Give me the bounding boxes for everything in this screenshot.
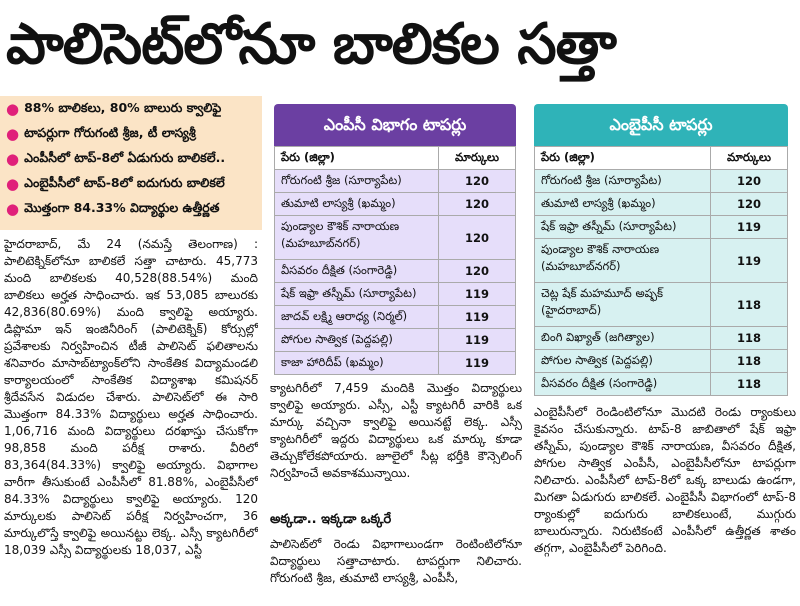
mpc-toppers-table <box>274 104 516 375</box>
marks-cell: 119 <box>711 239 788 283</box>
name-cell: పేరు (జిల్లా) <box>535 147 711 170</box>
name-cell: జాదవ్ లక్ష్మి ఆరాధ్య (నిర్మల్) <box>275 306 439 329</box>
marks-cell: 119 <box>439 306 516 329</box>
highlight-item: ● ఎంబైపీసీలో టాప్-8లో ఐదుగురు బాలికలే <box>6 175 225 193</box>
name-cell: బింగి విఖ్యాత్ (జగిత్యాల) <box>535 327 711 350</box>
table-row <box>275 170 516 193</box>
name-cell: పేరు (జిల్లా) <box>275 147 439 170</box>
name-cell: పోగుల సాత్విక (పెద్దపల్లి) <box>535 350 711 373</box>
bullet-icon: ● <box>6 175 20 193</box>
article-column-3: ఎంబైపీసీలో రెండింటిలోనూ మొదటి రెండు ర్యాంకులు కైవసం చేసుకున్నారు. టాప్-8 జాబితాలో షేక్ ఇఫ్రా తస్నీమ్, పుండ్యాల కౌశిక్ నారాయణ, వీసవరం దీక్షిత, పోగుల సాత్విక ఎంపీసీ, ఎంబైపీసీలోనూ టాపర్లుగా నిలిచారు. ఎంపీసీలో టాప్-8లో ఒక్క బాలుడు ఉండగా, మిగతా ఏడుగురు బాలికలే. ఎంబైపీసీ విభాగంలో టాప్-8 ర్యాంకుల్లో ఐదుగురు బాలికలుంటే, ముగ్గురు బాలురున్నారు. నిరుటికంటే ఎంపీసీలో ఉత్తీర్ణత శాతం తగ్గగా, ఎంబైపీసీలో పెరిగింది. <box>534 405 796 555</box>
name-cell: వీసవరం దీక్షిత (సంగారెడ్డి) <box>535 373 711 396</box>
table-row <box>535 216 788 239</box>
table-row <box>275 329 516 352</box>
bullet-icon: ● <box>6 100 20 118</box>
marks-cell: 119 <box>439 352 516 375</box>
table-row <box>535 327 788 350</box>
name-cell: చెట్ల షేక్ మహమూద్ అష్ఫక్ (హైదరాబాద్) <box>535 283 711 327</box>
highlight-item: ● ఎంపీసీలో టాప్-8లో ఏడుగురు బాలికలే.. <box>6 150 226 168</box>
headline: పాలిసెట్‌లోనూ బాలికల సత్తా <box>6 12 616 77</box>
marks-cell: 120 <box>711 193 788 216</box>
name-cell: తుమాటి లాస్యశ్రీ (ఖమ్మం) <box>275 193 439 216</box>
name-cell: పోగుల సాత్విక (పెద్దపల్లి) <box>275 329 439 352</box>
table-row <box>535 193 788 216</box>
table-row <box>275 216 516 260</box>
highlight-item: ● టాపర్లుగా గోరుగంటి శ్రీజ, టీ లాస్యశ్రీ <box>6 125 196 143</box>
highlights-box <box>0 96 262 230</box>
table-row <box>275 193 516 216</box>
bullet-icon: ● <box>6 150 20 168</box>
name-cell: పుండ్యాల కౌశిక్ నారాయణ (మహబూబ్‌నగర్) <box>275 216 439 260</box>
marks-cell: 118 <box>711 373 788 396</box>
highlight-item: ● 88% బాలికలు, 80% బాలురు క్వాలిఫై <box>6 100 222 118</box>
marks-cell: 118 <box>711 327 788 350</box>
marks-cell: 118 <box>711 350 788 373</box>
bullet-icon: ● <box>6 200 20 218</box>
table-row <box>535 239 788 283</box>
name-cell: గోరుగంటి శ్రీజ (సూర్యాపేట) <box>535 170 711 193</box>
marks-cell: 120 <box>439 216 516 260</box>
marks-cell: 120 <box>439 170 516 193</box>
table-row <box>535 373 788 396</box>
article-column-2: క్యాటగిరీలో 7,459 మందికి మొత్తం విద్యార్థులు క్వాలిఫై అయ్యారు. ఎస్సీ, ఎస్టీ క్యాటగిరీ వారికి ఒక మార్కు వచ్చినా క్వాలిఫై అయినట్టే లెక్క. ఎస్సీ క్యాటగిరీలో ఇద్దరు విద్యార్థులు ఒక మార్కు కూడా తెచ్చుకోలేకపోయారు. జూలైలో సీట్ల భర్తీకి కౌన్సెలింగ్ నిర్వహించే అవకాశమున్నాయి. <box>270 381 522 480</box>
table-row <box>275 283 516 306</box>
marks-cell: 118 <box>711 283 788 327</box>
highlight-item: ● మొత్తంగా 84.33% విద్యార్థుల ఉత్తీర్ణత <box>6 200 220 218</box>
table-row <box>535 350 788 373</box>
marks-cell: 119 <box>711 216 788 239</box>
subheading: అక్కడా.. ఇక్కడా ఒక్కరే <box>270 512 392 527</box>
bipc-toppers-table <box>534 104 788 396</box>
article-column-1: హైదరాబాద్, మే 24 (నమస్తే తెలంగాణ) : పాలిటెక్నిక్‌లోనూ బాలికలే సత్తా చాటారు. 45,773 మంది బాలికలకు 40,528(88.54%) మంది బాలికలు అర్హత సాధించారు. ఇక 53,085 బాలురకు 42,836(80.69%) మంది క్వాలిఫై అయ్యారు. డిప్లొమా ఇన్ ఇంజినీరింగ్ (పాలిటెక్నిక్) కోర్సుల్లో ప్రవేశాలకు నిర్వహించిన టీజీ పాలిసెట్ ఫలితాలను శనివారం మాసాబ్‌ట్యాంక్‌లోని సాంకేతిక విద్యామండలి కార్యాలయంలో సాంకేతిక విద్యాశాఖ కమిషనర్ శ్రీదేవసేన విడుదల చేశారు. పాలిసెట్‌లో ఈ సారి మొత్తంగా 84.33% విద్యార్థులు అర్హత సాధించారు. 1,06,716 మంది విద్యార్థులు దరఖాస్తు చేసుకోగా 98,858 మంది పరీక్ష రాశారు. వీరిలో 83,364(84.33%) క్వాలిఫై అయ్యారు. విభాగాల వారీగా తీసుకుంటే ఎంపీసీలో 81.88%, ఎంబైపీసీలో 84.33% విద్యార్థులు క్వాలిఫై అయ్యారు. 120 మార్కులకు పాలిసెట్ పరీక్ష నిర్వహించగా, 36 మార్కులొస్తే క్వాలిఫై అయినట్టు లెక్క. ఎస్సీ క్యాటగిరీలో 18,039 ఎస్సీ విద్యార్థులకు 18,037, ఎస్టీ <box>4 237 258 557</box>
marks-cell: 120 <box>439 193 516 216</box>
marks-cell: 120 <box>711 170 788 193</box>
article-column-2-continued: పాలిసెట్‌లో రెండు విభాగాలుండగా రెంటింటిలోనూ విద్యార్థులు సత్తాచాటారు. టాపర్లుగా నిలిచారు. గోరుగంటి శ్రీజ, తుమాటి లాస్యశ్రీ, ఎంపీసీ, <box>270 537 522 585</box>
table-row <box>535 170 788 193</box>
marks-cell: 119 <box>439 283 516 306</box>
name-cell: గోరుగంటి శ్రీజ (సూర్యాపేట) <box>275 170 439 193</box>
name-cell: తుమాటి లాస్యశ్రీ (ఖమ్మం) <box>535 193 711 216</box>
name-cell: షేక్ ఇఫ్రా తస్నీమ్ (సూర్యాపేట) <box>535 216 711 239</box>
bullet-icon: ● <box>6 125 20 143</box>
marks-cell: మార్కులు <box>439 147 516 170</box>
table-row <box>275 306 516 329</box>
table-row <box>275 352 516 375</box>
name-cell: వీసవరం దీక్షిత (సంగారెడ్డి) <box>275 260 439 283</box>
table-header-row <box>535 147 788 170</box>
marks-cell: 120 <box>439 260 516 283</box>
table-row <box>535 283 788 327</box>
marks-cell: మార్కులు <box>711 147 788 170</box>
table-header-row <box>275 147 516 170</box>
name-cell: పుండ్యాల కౌశిక్ నారాయణ (మహబూబ్‌నగర్) <box>535 239 711 283</box>
name-cell: షేక్ ఇఫ్రా తస్నీమ్ (సూర్యాపేట) <box>275 283 439 306</box>
mpc-table-title: ఎంపీసీ విభాగం టాపర్లు <box>274 104 516 146</box>
bipc-table-title: ఎంబైపీసీ టాపర్లు <box>534 104 788 146</box>
table-row <box>275 260 516 283</box>
marks-cell: 119 <box>439 329 516 352</box>
name-cell: కాజా హారిదీప్ (ఖమ్మం) <box>275 352 439 375</box>
